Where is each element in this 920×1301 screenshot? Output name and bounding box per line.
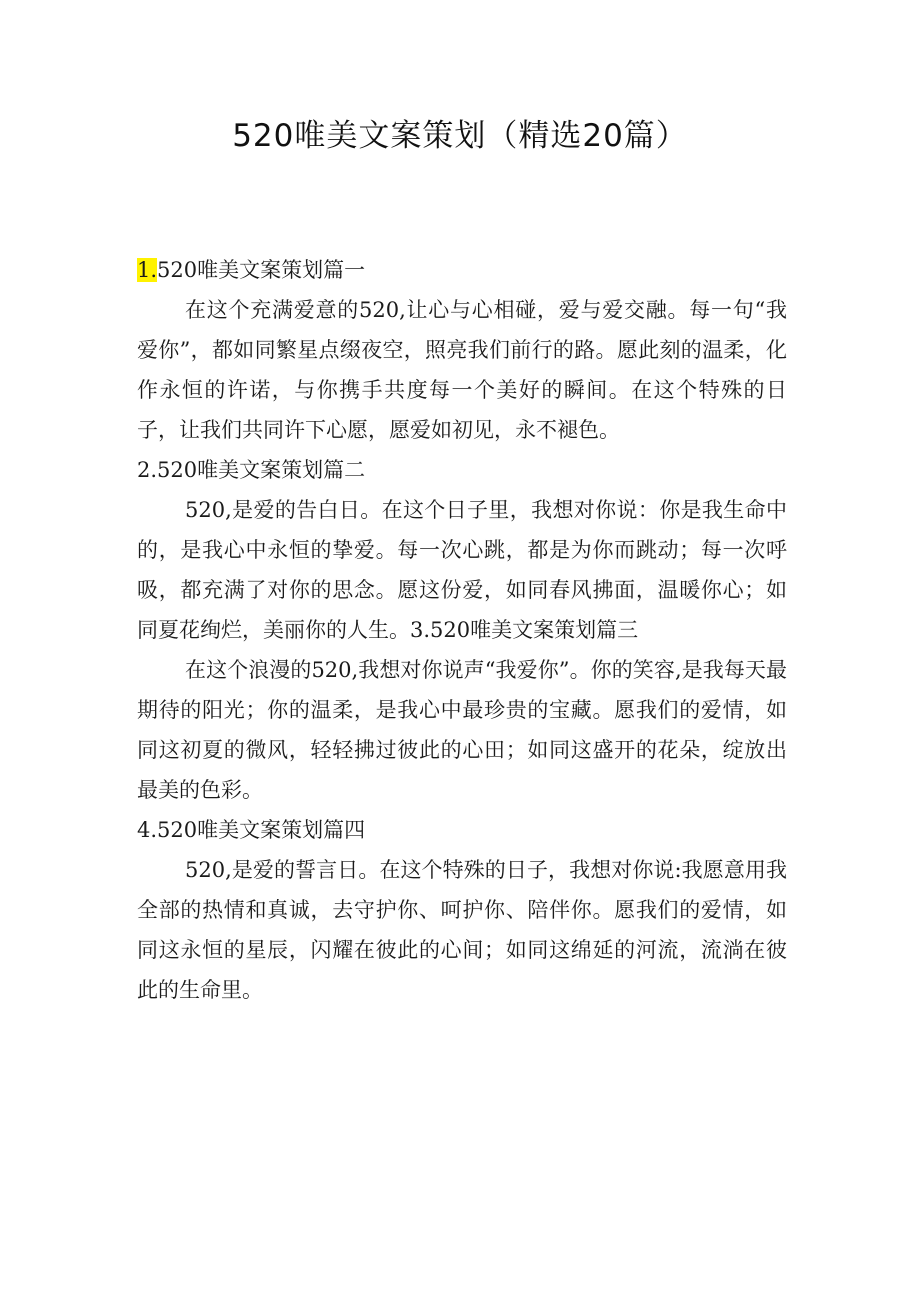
section-heading-text: 520唯美文案策划篇一	[157, 258, 366, 282]
section-heading-4	[137, 810, 787, 850]
section-heading-text: 520唯美文案策划篇二	[157, 458, 366, 482]
section-paragraph-3: 在这个浪漫的520,我想对你说声“我爱你”。你的笑容,是我每天最期待的阳光；你的温柔，是我心中最珍贵的宝藏。愿我们的爱情，如同这初夏的微风，轻轻拂过彼此的心田；如同这盛开的花朵，绽放出最美的色彩。	[137, 658, 787, 802]
document-body	[137, 250, 787, 1010]
section-paragraph-text: 520,是爱的告白日。在这个日子里，我想对你说：你是我生命中的，是我心中永恒的挚爱。每一次心跳，都是为你而跳动；每一次呼吸，都充满了对你的思念。愿这份爱，如同春风拂面，温暖你心；如同夏花绚烂，美丽你的人生。	[137, 498, 787, 642]
section-heading-1	[137, 250, 787, 290]
section-paragraph-4: 520,是爱的誓言日。在这个特殊的日子，我想对你说:我愿意用我全部的热情和真诚，去守护你、呵护你、陪伴你。愿我们的爱情，如同这永恒的星辰，闪耀在彼此的心间；如同这绵延的河流，流淌在彼此的生命里。	[137, 858, 787, 1002]
highlighted-number: 1.	[137, 258, 158, 282]
section-heading-text: 520唯美文案策划篇四	[157, 818, 366, 842]
section-paragraph-2	[137, 490, 787, 650]
section-number: 4.	[137, 818, 158, 842]
section-paragraph-1: 在这个充满爱意的520,让心与心相碰，爱与爱交融。每一句“我爱你”，都如同繁星点缀夜空，照亮我们前行的路。愿此刻的温柔，化作永恒的许诺，与你携手共度每一个美好的瞬间。在这个特殊的日子，让我们共同许下心愿，愿爱如初见，永不褪色。	[137, 298, 787, 442]
document-title: 520唯美文案策划（精选20篇）	[232, 118, 688, 154]
section-number: 2.	[137, 458, 158, 482]
inline-section-heading-3: 3.520唯美文案策划篇三	[410, 618, 639, 642]
section-heading-2	[137, 450, 787, 490]
